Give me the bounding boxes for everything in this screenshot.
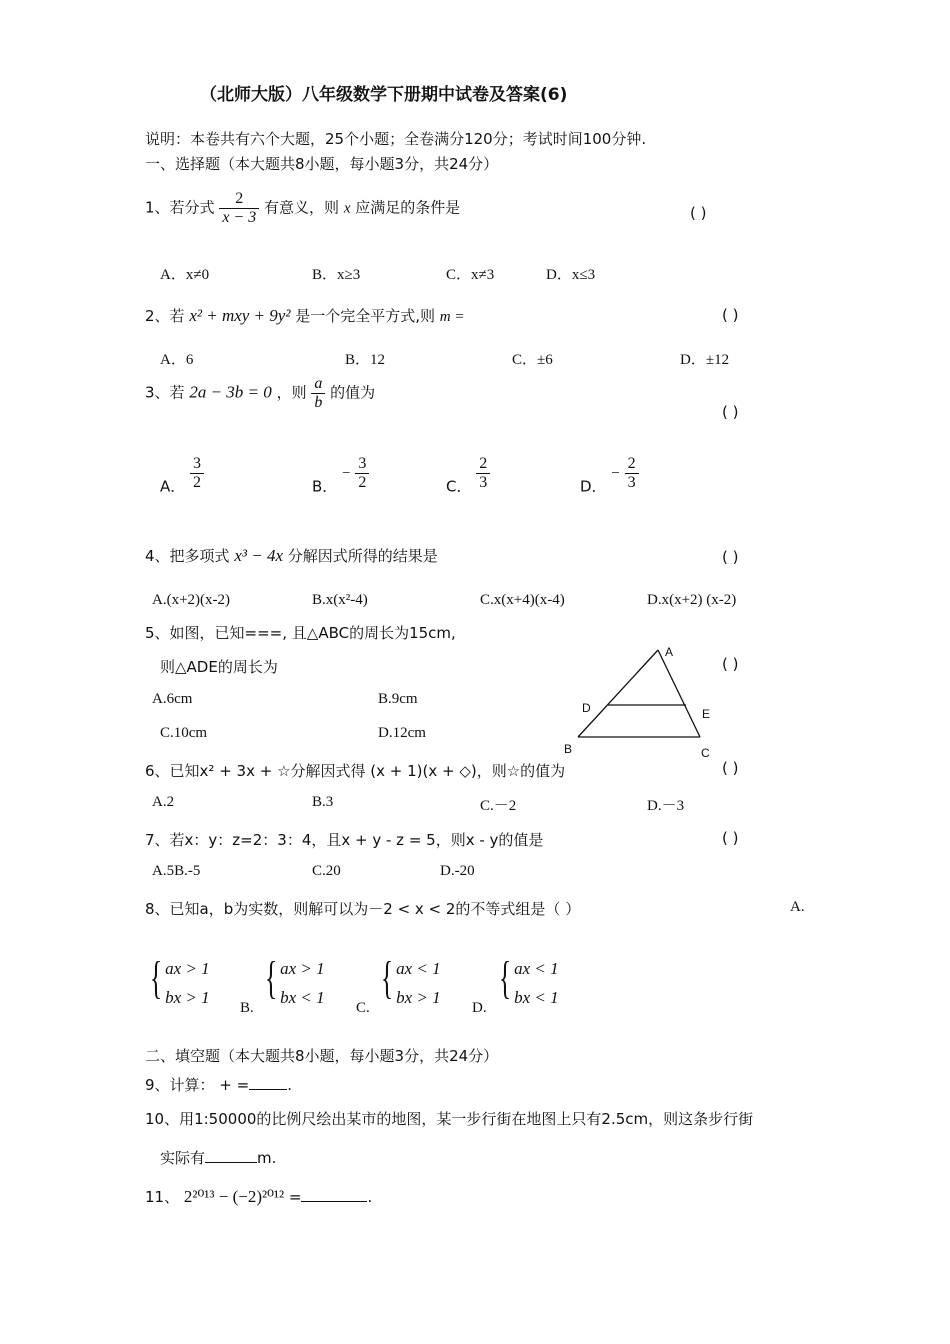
q2-text: 是一个完全平方式,则 bbox=[295, 307, 435, 325]
q3-option-b-sign: − bbox=[342, 465, 351, 482]
q9-text: 9、计算： + = bbox=[145, 1076, 250, 1094]
q8-option-b bbox=[260, 952, 325, 1013]
q3-option-d-frac bbox=[625, 455, 639, 491]
section-heading-choice: 一、选择题（本大题共8小题，每小题3分，共24分） bbox=[145, 155, 499, 173]
q8-d-system bbox=[494, 952, 559, 1013]
brace-icon: { bbox=[380, 952, 394, 1003]
q3-option-c bbox=[446, 455, 490, 497]
q3-c-num: 2 bbox=[479, 455, 488, 472]
q4-option-a: A.(x+2)(x-2) bbox=[152, 592, 231, 608]
q3-option-a-frac bbox=[190, 455, 204, 491]
question-3 bbox=[145, 375, 375, 411]
question-10: 10、用1:50000的比例尺绘出某市的地图，某一步行街在地图上只有2.5cm，则这条步行街 bbox=[145, 1110, 754, 1128]
q2-option-a: A．6 bbox=[160, 352, 194, 368]
q1-prefix: 1、若分式 bbox=[145, 198, 215, 217]
q8-option-b-label: B. bbox=[240, 1000, 254, 1016]
q3-option-c-frac bbox=[476, 455, 490, 491]
q3-c-den: 3 bbox=[476, 473, 490, 492]
q4-option-c: C.x(x+4)(x-4) bbox=[480, 592, 565, 608]
q1-answer-paren: ( ) bbox=[690, 204, 707, 222]
q3-d-den: 3 bbox=[625, 473, 639, 492]
triangle-figure bbox=[560, 640, 720, 765]
side-ac bbox=[658, 650, 700, 737]
q4-option-b: B.x(x²-4) bbox=[312, 592, 368, 608]
q2-option-d: D．±12 bbox=[680, 352, 730, 368]
q3-option-b-label: B． bbox=[312, 477, 338, 496]
q4-prefix: 4、把多项式 bbox=[145, 547, 230, 565]
q11-answer-blank[interactable] bbox=[301, 1201, 367, 1202]
q8-d-line1: ax < 1 bbox=[514, 959, 559, 978]
q11-equals: = bbox=[288, 1188, 302, 1206]
q8-option-d bbox=[494, 952, 559, 1013]
question-7: 7、若x：y：z=2：3：4，且x + y - z = 5，则x - y的值是 bbox=[145, 831, 544, 849]
question-2 bbox=[145, 305, 465, 326]
q2-option-c: C．±6 bbox=[512, 352, 553, 368]
label-e: E bbox=[702, 707, 711, 721]
question-9 bbox=[145, 1074, 292, 1095]
q1-option-a: A．x≠0 bbox=[160, 267, 210, 283]
q4-answer-paren: ( ) bbox=[722, 548, 739, 566]
q3-option-a-label: A． bbox=[160, 477, 186, 496]
q7-options-ab bbox=[152, 863, 200, 880]
q5-option-d: D.12cm bbox=[378, 725, 426, 741]
label-c: C bbox=[701, 746, 710, 760]
q7-option-b: B.-5 bbox=[174, 863, 201, 879]
q3-b-num: 3 bbox=[358, 455, 367, 472]
q10-text-a: 实际有 bbox=[160, 1149, 206, 1167]
q8-option-c bbox=[376, 952, 441, 1013]
brace-icon: { bbox=[264, 952, 278, 1003]
q3-a-num: 3 bbox=[193, 455, 202, 472]
q8-c-system bbox=[376, 952, 441, 1013]
q8-c-line1: ax < 1 bbox=[396, 959, 441, 978]
q10-answer-blank[interactable] bbox=[205, 1162, 257, 1163]
q2-answer-paren: ( ) bbox=[722, 306, 739, 324]
q1-frac-den: x − 3 bbox=[219, 208, 259, 227]
q7-option-c: C.20 bbox=[312, 863, 341, 879]
q1-option-b: B．x≥3 bbox=[312, 267, 361, 283]
q8-d-line2: bx < 1 bbox=[514, 987, 559, 1007]
q8-a-system bbox=[145, 952, 210, 1013]
q3-text: ，则 bbox=[276, 383, 307, 402]
q3-option-b-frac bbox=[355, 455, 369, 491]
q5-option-b: B.9cm bbox=[378, 691, 418, 707]
q10-text-b: m. bbox=[257, 1149, 277, 1167]
q3-option-d-label: D． bbox=[580, 477, 607, 496]
page-title: （北师大版）八年级数学下册期中试卷及答案(6) bbox=[200, 85, 568, 105]
question-8: 8、已知a，b为实数，则解可以为－2 < x < 2的不等式组是（ ） bbox=[145, 900, 581, 918]
question-1 bbox=[145, 190, 460, 226]
q8-option-a bbox=[145, 952, 210, 1013]
q1-var: x bbox=[343, 200, 351, 217]
q1-option-d: D．x≤3 bbox=[546, 267, 596, 283]
q6-option-b: B.3 bbox=[312, 794, 334, 810]
q3-expression: 2a − 3b = 0 bbox=[189, 382, 272, 402]
q2-var: m = bbox=[439, 309, 465, 325]
q3-fraction bbox=[311, 375, 325, 411]
q3-b-den: 2 bbox=[355, 473, 369, 492]
q5-option-c: C.10cm bbox=[160, 725, 208, 741]
question-4 bbox=[145, 545, 438, 566]
q1-tail: 应满足的条件是 bbox=[355, 198, 461, 217]
question-11 bbox=[145, 1186, 372, 1207]
q5-answer-paren: ( ) bbox=[722, 655, 739, 673]
q3-frac-num: a bbox=[314, 375, 323, 392]
q3-option-a bbox=[160, 455, 204, 497]
q8-option-d-label: D. bbox=[472, 1000, 487, 1016]
question-10-line2 bbox=[160, 1147, 276, 1168]
q3-option-d-sign: − bbox=[611, 465, 620, 482]
q8-option-a-label: A. bbox=[790, 899, 805, 915]
q7-option-d: D.-20 bbox=[440, 863, 475, 879]
question-5: 5、如图，已知===, 且△ABC的周长为15cm, bbox=[145, 624, 456, 642]
q1-frac-num: 2 bbox=[235, 190, 244, 207]
q3-option-c-label: C． bbox=[446, 477, 472, 496]
q2-expression: x² + mxy + 9y² bbox=[189, 306, 291, 325]
section-heading-fill: 二、填空题（本大题共8小题，每小题3分，共24分） bbox=[145, 1047, 499, 1065]
q5-option-a: A.6cm bbox=[152, 691, 193, 707]
q3-prefix: 3、若 bbox=[145, 383, 185, 402]
q6-option-d: D.－3 bbox=[647, 798, 685, 814]
q8-c-line2: bx > 1 bbox=[396, 987, 441, 1007]
label-a: A bbox=[665, 645, 674, 659]
q8-b-line2: bx < 1 bbox=[280, 987, 325, 1007]
q6-answer-paren: ( ) bbox=[722, 759, 739, 777]
q7-option-a: A.5 bbox=[152, 863, 175, 879]
q8-a-line2: bx > 1 bbox=[165, 987, 210, 1007]
q8-b-system bbox=[260, 952, 325, 1013]
q4-option-d: D.x(x+2) (x-2) bbox=[647, 592, 737, 608]
q4-text: 分解因式所得的结果是 bbox=[287, 547, 438, 565]
brace-icon: { bbox=[149, 952, 163, 1003]
q3-tail: 的值为 bbox=[330, 383, 376, 402]
q6-option-c: C.－2 bbox=[480, 798, 517, 814]
question-6: 6、已知x² + 3x + ☆分解因式得 (x + 1)(x + ◇)，则☆的值为 bbox=[145, 762, 566, 780]
q1-text: 有意义，则 bbox=[264, 198, 340, 217]
label-b: B bbox=[564, 742, 573, 756]
q1-fraction bbox=[219, 190, 259, 226]
q9-answer-blank[interactable] bbox=[249, 1089, 287, 1090]
q2-option-b: B．12 bbox=[345, 352, 386, 368]
q3-d-num: 2 bbox=[627, 455, 636, 472]
q8-a-line1: ax > 1 bbox=[165, 959, 210, 978]
q7-answer-paren: ( ) bbox=[722, 829, 739, 847]
q9-end: . bbox=[287, 1076, 292, 1094]
q1-option-c: C．x≠3 bbox=[446, 267, 495, 283]
q6-option-a: A.2 bbox=[152, 794, 175, 810]
q3-answer-paren: ( ) bbox=[722, 403, 739, 421]
q3-frac-den: b bbox=[311, 393, 325, 412]
q11-prefix: 11、 bbox=[145, 1188, 180, 1206]
side-ab bbox=[578, 650, 658, 737]
q8-option-c-label: C. bbox=[356, 1000, 370, 1016]
q4-expression: x³ − 4x bbox=[234, 546, 283, 565]
q3-option-b bbox=[312, 455, 369, 497]
brace-icon: { bbox=[498, 952, 512, 1003]
q11-expression: 2²⁰¹³ − (−2)²⁰¹² bbox=[183, 1187, 285, 1206]
question-5-line2: 则△ADE的周长为 bbox=[160, 658, 278, 676]
label-d: D bbox=[582, 701, 591, 715]
instructions: 说明：本卷共有六个大题，25个小题；全卷满分120分；考试时间100分钟. bbox=[145, 130, 647, 148]
q3-a-den: 2 bbox=[190, 473, 204, 492]
q3-option-d bbox=[580, 455, 639, 497]
q11-end: . bbox=[367, 1188, 373, 1206]
q2-prefix: 2、若 bbox=[145, 307, 185, 325]
q8-b-line1: ax > 1 bbox=[280, 959, 325, 978]
